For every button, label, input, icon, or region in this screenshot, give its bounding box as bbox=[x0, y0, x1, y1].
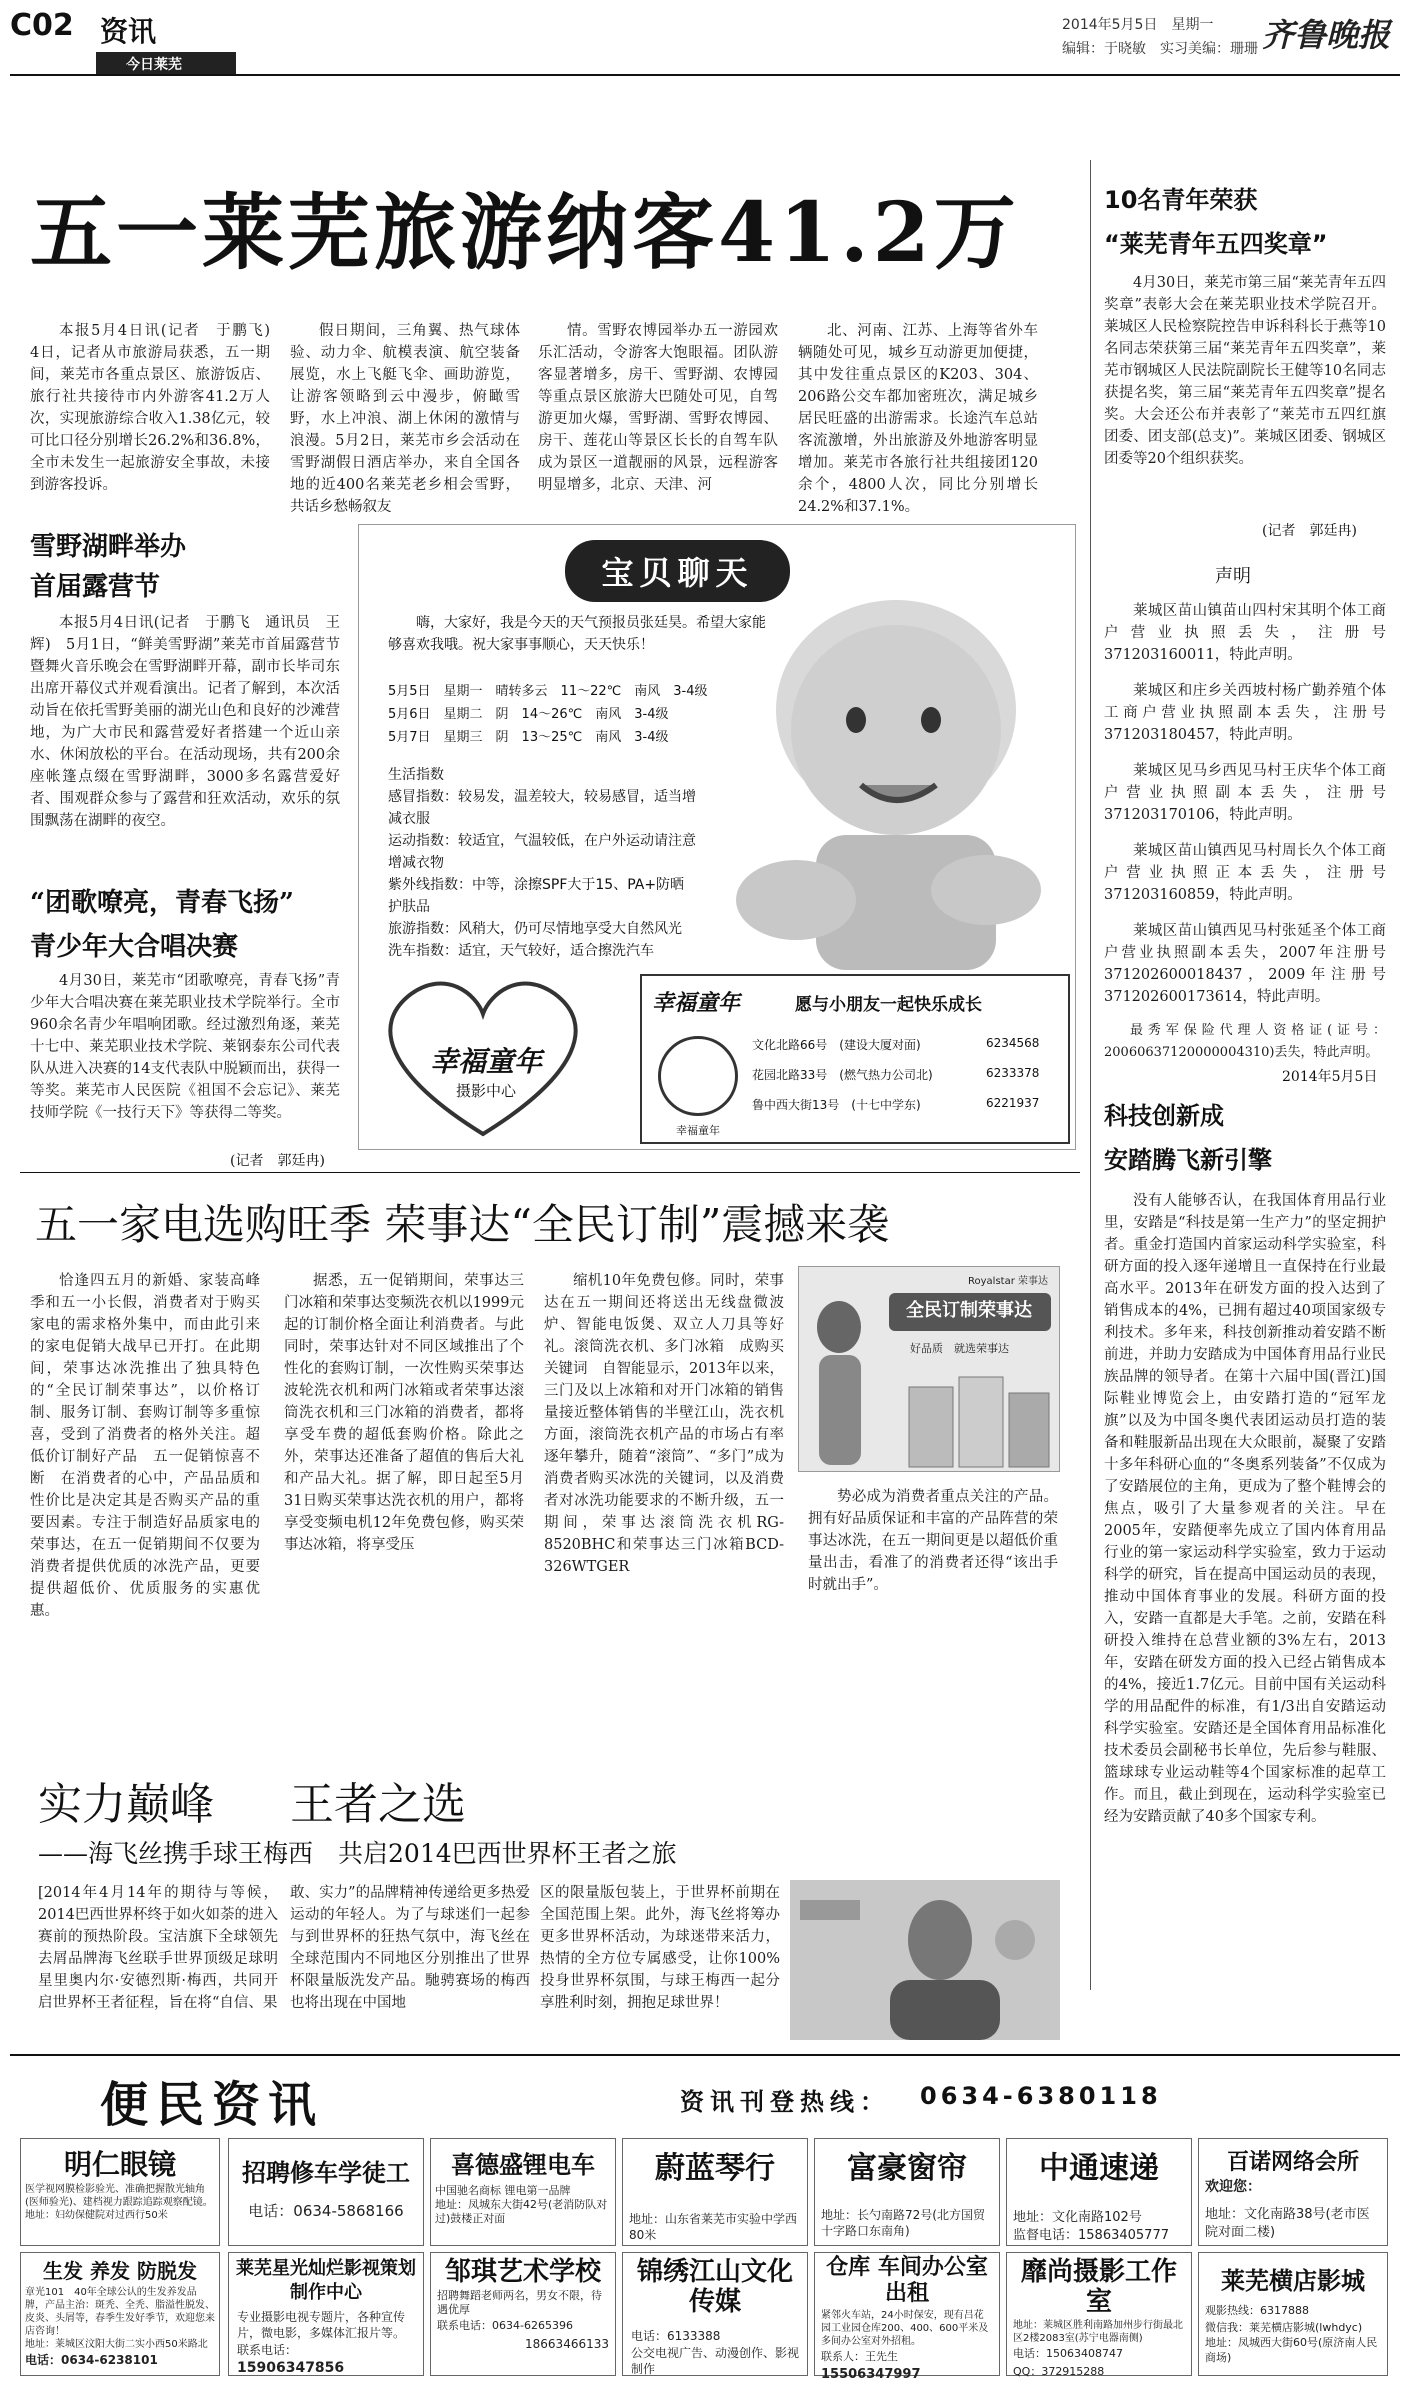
weather-index-1: 感冒指数：较易发，温差较大，较易感冒，适当增减衣服 bbox=[388, 789, 696, 827]
choir-title-1: “团歌嘹亮，青春飞扬” bbox=[30, 888, 294, 918]
ad-name: 莱芜横店影城 bbox=[1221, 2267, 1365, 2295]
ad-name: 蔚蓝琴行 bbox=[655, 2151, 775, 2186]
ad-zouqi-art-school: 邹琪艺术学校 招聘舞蹈老师两名，男女不限，待遇优厚 联系电话：0634-6265396 18663466133 bbox=[430, 2252, 616, 2376]
notice-1: 莱城区苗山镇苗山四村宋其明个体工商户营业执照丢失，注册号371203160011，特此声明。 bbox=[1104, 603, 1386, 663]
page-date: 2014年5月5日 星期一 bbox=[1062, 17, 1214, 33]
ad-weilan-piano: 蔚蓝琴行 地址：山东省莱芜市实验中学西80米 bbox=[622, 2138, 808, 2246]
weather-index-5: 洗车指数：适宜，天气较好，适合擦洗汽车 bbox=[388, 943, 654, 959]
weather-index-3: 紫外线指数：中等，涂擦SPF大于15、PA+防晒护肤品 bbox=[388, 877, 685, 915]
appliance-ad-sub: 好品质 就选荣事达 bbox=[910, 1342, 1009, 1355]
ad-zhongtong: 中通速递 地址：文化南路102号 监督电话：15863405777 bbox=[1006, 2138, 1192, 2246]
header-rule bbox=[10, 74, 1400, 76]
appliance-ad-slogan: 全民订制荣事达 bbox=[906, 1300, 1032, 1321]
classifieds-hotline-label: 资讯刊登热线： bbox=[680, 2088, 890, 2116]
ad-name: 明仁眼镜 bbox=[63, 2148, 176, 2181]
weather-index-4: 旅游指数：风稍大，仍可尽情地享受大自然风光 bbox=[388, 921, 682, 937]
studio-branch-1-addr: 文化北路66号 (建设大厦对面) bbox=[752, 1038, 921, 1052]
classifieds-hotline: 0634-6380118 bbox=[920, 2082, 1162, 2110]
worldcup-headline-1: 实力巅峰 bbox=[38, 1779, 214, 1830]
studio-branch-1-tel: 6234568 bbox=[986, 1036, 1040, 1050]
camping-title-2: 首届露营节 bbox=[30, 572, 161, 602]
notice-4: 莱城区苗山镇西见马村周长久个体工商户营业执照正本丢失，注册号371203160859，特此声明。 bbox=[1104, 843, 1386, 903]
studio-branch-2-addr: 花园北路33号 (燃气热力公司北) bbox=[752, 1068, 933, 1082]
ad-name: 邹琪艺术学校 bbox=[444, 2257, 601, 2287]
notice-5: 莱城区苗山镇西见马村张延圣个体工商户营业执照副本丢失，2007年注册号371202600018437，2009年注册号371202600173614，特此声明。 bbox=[1104, 923, 1386, 1005]
ad-recruit-apprentice: 招聘修车学徒工 电话：0634-5868166 bbox=[228, 2138, 424, 2246]
ad-name: 中通速递 bbox=[1039, 2151, 1159, 2186]
appliance-headline: 五一家电选购旺季 荣事达“全民订制”震撼来袭 bbox=[35, 1200, 890, 1249]
appliance-column-3: 缩机10年免费包修。同时，荣事达在五一期间还将送出无线盘微波炉、智能电饭煲、双立人刀具等好礼。滚筒洗衣机、多门冰箱 成购买关键词 自智能显示，2013年以来，三门及以上冰箱和对开门冰箱的销售量接近整体销售的半壁江山，洗衣机方面，滚筒洗衣机产品的市场占有率逐年攀升，随着“滚筒”、“多门”成为消费者购买冰洗的关键词，以及消费者对冰洗功能要求的不断升级，五一期间，荣事达滚筒洗衣机RG-8520BHC和荣事达三门冰箱BCD-326WTGER bbox=[544, 1273, 784, 1575]
ad-name: 靡尚摄影工作室 bbox=[1020, 2257, 1177, 2317]
sports-text: 没有人能够否认，在我国体育用品行业里，安踏是“科技是第一生产力”的坚定拥护者。重金打造国内首家运动科学实验室，科研方面的投入逐年递增且一直保持在行业最高水平。2013年在研发方面的投入达到了销售成本的4%，已拥有超过40项国家级专利技术。多年来，科技创新推动着安踏不断前进，并助力安踏成为中国体育用品行业民族品牌的领导者。在第十六届中国(晋江)国际鞋业博览会上，由安踏打造的“冠军龙旗”以及为中国冬奥代表团运动员打造的装备和鞋服新品出现在大众眼前，凝聚了安踏十多年科研心血的“冬奥系列装备”不仅成为了安踏展位的主角，更成为了整个鞋博会的焦点，吸引了大量参观者的关注。早在2005年，安踏便率先成立了国内体育用品行业的第一家运动科学实验室，致力于运动科学的研究，旨在提高中国运动员的表现，推动中国体育事业的发展。科研方面的投入，安踏一直都是大手笔。之前，安踏在科研投入维持在总营业额的3%左右，2013年，安踏在研发方面的投入已经占销售成本的4%，接近1.7亿元。目前中国有关运动科学的用品配件的标准，有1/3出自安踏运动科学实验室。安踏还是全国体育用品标准化技术委员会副秘书长单位，先后参与鞋服、篮球球专业运动鞋等4个国家标准的起草工作。而且，截止到现在，运动科学实验室已经为安踏贡献了40多个国家专利。 bbox=[1104, 1193, 1386, 1825]
notices-title: 声明 bbox=[1215, 566, 1251, 587]
youth-text: 4月30日，莱芜市第三届“莱芜青年五四奖章”表彰大会在莱芜职业技术学院召开。莱城区人民检察院控告申诉科科长于燕等10名同志荣获第三届“莱芜青年五四奖章”，莱芜市钢城区人民法院副院长王健等10名同志获提名奖，第三届“莱芜青年五四奖章”提名奖。大会还公布并表彰了“莱芜市五四红旗团委、团支部(总支)”。莱城区团委、钢城区团委等20个组织获奖。 bbox=[1104, 275, 1386, 467]
classifieds-title: 便民资讯 bbox=[100, 2077, 325, 2133]
sports-title-1: 科技创新成 bbox=[1104, 1102, 1224, 1130]
choir-title-2: 青少年大合唱决赛 bbox=[30, 932, 239, 962]
subsection-name: 今日莱芜 bbox=[126, 57, 182, 73]
appliance-column-4: 势必成为消费者重点关注的产品。拥有好品质保证和丰富的产品阵营的荣事达冰洗，在五一期间更是以超低价重量出击，看准了的消费者还得“该出手时就出手”。 bbox=[808, 1489, 1058, 1593]
ad-name: 招聘修车学徒工 bbox=[242, 2159, 410, 2187]
studio-heart-sub: 摄影中心 bbox=[455, 1082, 516, 1100]
ad-name: 锦绣江山文化传媒 bbox=[636, 2257, 793, 2317]
weather-indices-title: 生活指数 bbox=[388, 767, 444, 783]
sports-title-2: 安踏腾飞新引擎 bbox=[1104, 1146, 1272, 1174]
studio-heart-name: 幸福童年 bbox=[429, 1045, 542, 1078]
ad-jinxiu-media: 锦绣江山文化传媒 电话：6133388 公交电视广告、动漫创作、影视制作 bbox=[622, 2252, 808, 2376]
appliance-ad-brand: Royalstar 荣事达 bbox=[968, 1276, 1048, 1287]
notice-3: 莱城区见马乡西见马村王庆华个体工商户营业执照副本丢失，注册号371203170106，特此声明。 bbox=[1104, 763, 1386, 823]
youth-byline: (记者 郭廷冉) bbox=[1262, 523, 1357, 539]
lead-headline: 五一莱芜旅游纳客41.2万 bbox=[30, 185, 1020, 281]
page-code: C02 bbox=[10, 8, 74, 43]
paper-logo: 齐鲁晚报 bbox=[1262, 16, 1391, 54]
lead-column-1: 本报5月4日讯(记者 于鹏飞) 4日，记者从市旅游局获悉，五一期间，莱芜市各重点景区、旅游饭店、旅行社共接待市内外游客41.2万人次，实现旅游综合收入1.38亿元，较可比口径分别增长26.2%和36.8%，全市未发生一起旅游安全事故，未接到游客投诉。 bbox=[30, 323, 285, 493]
worldcup-headline-2: 王者之选 bbox=[290, 1779, 466, 1830]
lead-column-4: 北、河南、江苏、上海等省外车辆随处可见，城乡互动游更加便捷，其中发往重点景区的K203、304、206路公交车都加密班次，满足城乡居民旺盛的出游需求。长途汽车总站客流激增，外出旅游及外地游客明显增加。莱芜市各旅行社共组接团120余个，4800人次，同比分别增长24.2%和37.1%。 bbox=[798, 323, 1038, 515]
section-name: 资讯 bbox=[100, 15, 157, 48]
notice-6: 最秀军保险代理人资格证(证号：20060637120000004310)丢失，特此声明。 bbox=[1104, 1023, 1386, 1060]
ad-fuhao-curtains: 富豪窗帘 地址：长勺南路72号(北方国贸十字路口东南角) bbox=[814, 2138, 1000, 2246]
ad-hengdian-cinema: 莱芜横店影城 观影热线：6317888 微信我：莱芜横店影城(lwhdyc) 地址：凤城西大街60号(原济南人民商场) bbox=[1198, 2252, 1388, 2376]
ad-name: 富豪窗帘 bbox=[847, 2151, 967, 2186]
weather-greeting: 嗨，大家好，我是今天的天气预报员张廷昊。希望大家能够喜欢我哦。祝大家事事顺心，天天快乐！ bbox=[388, 615, 766, 653]
ad-mishang-photo: 靡尚摄影工作室 地址：莱城区胜利南路加州步行街最北区2楼2083室(苏宁电器南侧) 电话：15063408747 QQ：372915288 bbox=[1006, 2252, 1192, 2376]
weather-index-2: 运动指数：较适宜，气温较低，在户外运动请注意增减衣物 bbox=[388, 833, 696, 871]
worldcup-column-1: [2014年4月14年的期待与等候，2014巴西世界杯终于如火如荼的进入赛前的预热阶段。宝洁旗下全球领先去屑品牌海飞丝联手世界顶级足球明星里奥内尔·安德烈斯·梅西，共同开启世界杯王者征程，旨在将“自信、果 bbox=[38, 1885, 278, 2011]
ad-xidesheng: 喜德盛锂电车 中国驰名商标 锂电第一品牌 地址：凤城东大街42号(老消防队对过)鼓楼正对面 bbox=[430, 2138, 616, 2246]
studio-branch-2-tel: 6233378 bbox=[986, 1066, 1040, 1080]
choir-byline: (记者 郭廷冉) bbox=[230, 1153, 325, 1169]
weather-logo-text: 宝贝聊天 bbox=[601, 554, 754, 592]
studio-slogan: 愿与小朋友一起快乐成长 bbox=[795, 995, 982, 1015]
ad-mingren-glasses: 明仁眼镜 医学视网膜检影验光、准确把握散光轴角(医师验光)、建档视力跟踪追踪观察配镜。 地址：妇幼保健院对过西行50米 bbox=[20, 2138, 220, 2246]
right-column-rule bbox=[1090, 160, 1091, 1990]
ad-warehouse-rent: 仓库 车间办公室出租 紧邻火车站，24小时保安，现有吕花园工业园仓库200、400、600平米及多间办公室对外招租。 联系人：王先生 15506347997 bbox=[814, 2252, 1000, 2376]
appliance-rule bbox=[20, 1172, 1080, 1173]
choir-text: 4月30日，莱芜市“团歌嘹亮，青春飞扬”青少年大合唱决赛在莱芜职业技术学院举行。全市960余名青少年唱响团歌。经过激烈角逐，莱芜十七中、莱芜职业技术学院、莱钢泰东公司代表队从进入决赛的14支代表队中脱颖而出，获得一等奖。莱芜市人民医院《祖国不会忘记》、莱芜技师学院《一技行天下》等获得二等奖。 bbox=[30, 973, 340, 1121]
youth-title-2: “莱芜青年五四奖章” bbox=[1104, 230, 1328, 258]
studio-logo-circle bbox=[658, 1036, 738, 1116]
lead-column-2: 假日期间，三角翼、热气球体验、动力伞、航模表演、航空装备展览，水上飞艇飞伞、画助游览，让游客领略到云中漫步，俯瞰雪野，水上冲浪、湖上休闲的激情与浪漫。5月2日，莱芜市乡会活动在雪野湖假日酒店举办，来自全国各地的近400名莱芜老乡相会雪野，共话乡愁畅叙友 bbox=[290, 323, 520, 515]
weather-day-2: 5月6日 星期二 阴 14～26℃ 南风 3-4级 bbox=[388, 707, 669, 722]
ad-hair-growth: 生发 养发 防脱发 章光101 40年全球公认的生发养发品牌，产品主治：斑秃、全秃、脂溢性脱发、皮炎、头屑等，春季生发好季节，欢迎您来店咨询！ 地址：莱城区汶阳大街二实小西50米路北 电话：0634-6238101 bbox=[20, 2252, 220, 2376]
studio-branch-3-addr: 鲁中西大街13号 (十七中学东) bbox=[752, 1098, 921, 1112]
appliance-column-1: 恰逢四五月的新婚、家装高峰季和五一小长假，消费者对于购买家电的需求格外集中，而由此引来的家电促销大战早已开打。在此期间，荣事达冰洗推出了独具特色的“全民订制荣事达”，以价格订制、服务订制、套购订制等多重惊喜，受到了消费者的格外关注。超低价订制好产品 五一促销惊喜不断 在消费者的心中，产品品质和性价比是决定其是否购买产品的重要因素。专注于制造好品质家电的荣事达，在五一促销期间不仅要为消费者提供优质的冰洗产品，更要提供超低价、优质服务的实惠优惠。 bbox=[30, 1273, 260, 1619]
ad-xingguang-film: 莱芜星光灿烂影视策划制作中心 专业摄影电视专题片，各种宣传片，微电影，多媒体汇报片等。 联系电话： 15906347856 bbox=[228, 2252, 424, 2376]
youth-title-1: 10名青年荣获 bbox=[1104, 186, 1258, 214]
appliance-column-2: 据悉，五一促销期间，荣事达三门冰箱和荣事达变频洗衣机以1999元起的订制价格全面让利消费者。与此同时，荣事达针对不同区域推出了个性化的套购订制，一次性购买荣事达波轮洗衣机和两门冰箱或者荣事达滚筒洗衣机和三门冰箱的消费者，都将享受车费的超低套购价格。除此之外，荣事达还准备了超值的售后大礼和产品大礼。据了解，即日起至5月31日购买荣事达洗衣机的用户，都将享受变频电机12年免费包修，购买荣事达冰箱，将享受压 bbox=[284, 1273, 524, 1553]
studio-title: 幸福童年 bbox=[652, 990, 741, 1016]
page-editors: 编辑：于晓敏 实习美编：珊珊 bbox=[1062, 41, 1258, 57]
camping-title-1: 雪野湖畔举办 bbox=[30, 532, 187, 562]
child-photo bbox=[736, 600, 1066, 970]
notice-2: 莱城区和庄乡关西坡村杨广勤养殖个体工商户营业执照副本丢失，注册号371203180457，特此声明。 bbox=[1104, 683, 1386, 743]
notices-date: 2014年5月5日 bbox=[1282, 1069, 1378, 1085]
ad-name: 百诺网络会所 bbox=[1226, 2150, 1359, 2175]
worldcup-column-3: 区的限量版包装上，于世界杯前期在全国范围上架。此外，海飞丝将筹办更多世界杯活动，为球迷带来活力，热情的全方位专属感受，让你100%投身世界杯氛围，与球王梅西一起分享胜利时刻，拥抱足球世界！ bbox=[540, 1885, 780, 2011]
weather-day-3: 5月7日 星期三 阴 13～25℃ 南风 3-4级 bbox=[388, 730, 669, 745]
classifieds-rule bbox=[10, 2054, 1400, 2056]
weather-day-1: 5月5日 星期一 晴转多云 11～22℃ 南风 3-4级 bbox=[388, 684, 708, 699]
ad-name: 莱芜星光灿烂影视策划制作中心 bbox=[236, 2258, 416, 2303]
studio-logo-text: 幸福童年 bbox=[676, 1124, 720, 1137]
messi-photo bbox=[790, 1880, 1060, 2040]
worldcup-column-2: 敢、实力”的品牌精神传递给更多热爱运动的年轻人。为了与球迷们一起参与到世界杯的狂热气氛中，海飞丝在全球范围内不同地区分别推出了世界杯限量版洗发产品。馳骋赛场的梅西也将出现在中国地 bbox=[290, 1885, 530, 2011]
ad-bainuo-netcafe: 百诺网络会所 欢迎您： 地址：文化南路38号(老市医院对面二楼) bbox=[1198, 2138, 1388, 2246]
ad-name: 喜德盛锂电车 bbox=[451, 2151, 595, 2179]
camping-text: 本报5月4日讯(记者 于鹏飞 通讯员 王辉) 5月1日，“鲜美雪野湖”莱芜市首届露营节暨舞火音乐晚会在雪野湖畔开幕，副市长毕司东出席开幕仪式并观看演出。记者了解到，本次活动旨在依托雪野美丽的湖光山色和良好的沙滩营地，为广大市民和露营爱好者搭建一个近山亲水、休闲放松的平台。在活动现场，共有200余座帐篷点缀在雪野湖畔，3000多名露营爱好者、围观群众参与了露营和狂欢活动，欢乐的氛围飘荡在湖畔的夜空。 bbox=[30, 615, 340, 829]
lead-column-3: 情。雪野农博园举办五一游园欢乐汇活动，令游客大饱眼福。团队游客显著增多，房干、雪野湖、农博园等重点景区旅游大巴随处可见，自驾游更加火爆，雪野湖、雪野农博园、房干、莲花山等景区长长的自驾车队成为景区一道靓丽的风景，远程游客明显增多，北京、天津、河 bbox=[538, 323, 778, 493]
ad-name: 仓库 车间办公室出租 bbox=[826, 2255, 988, 2306]
ad-name: 生发 养发 防脱发 bbox=[43, 2259, 197, 2283]
studio-branch-3-tel: 6221937 bbox=[986, 1096, 1040, 1110]
worldcup-subheadline: ——海飞丝携手球王梅西 共启2014巴西世界杯王者之旅 bbox=[38, 1839, 677, 1868]
